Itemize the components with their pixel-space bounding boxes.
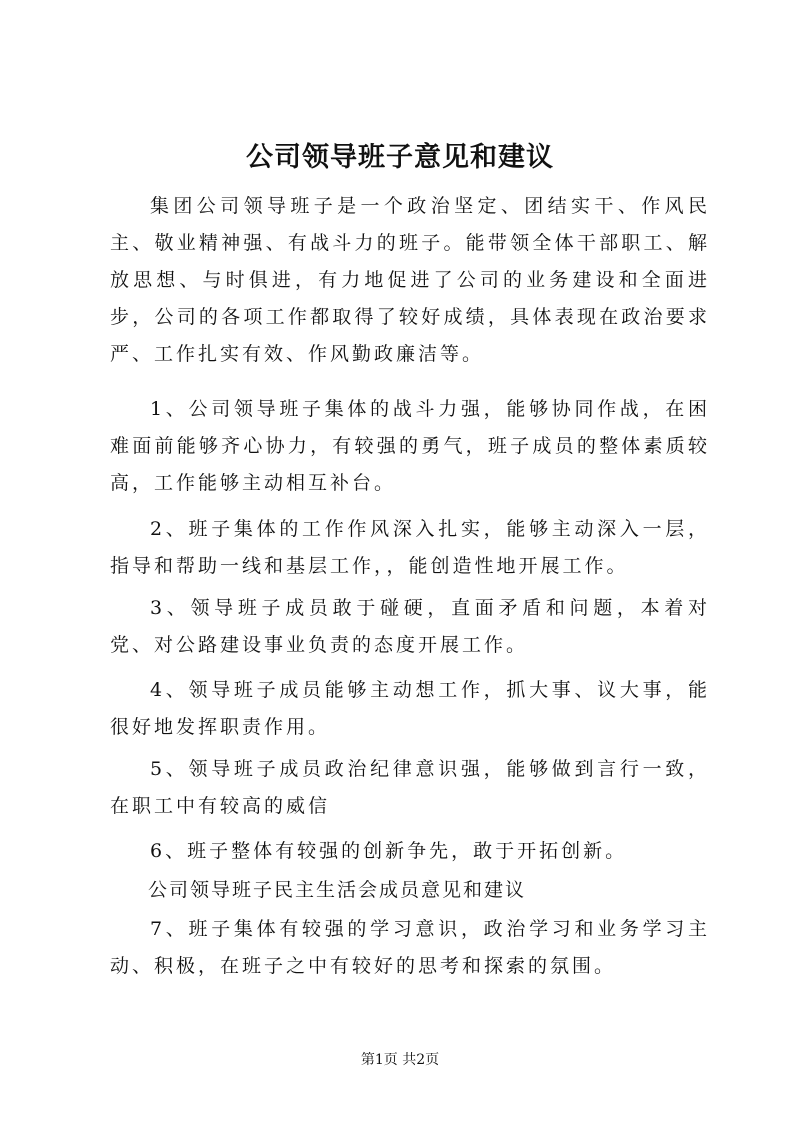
paragraph-item-2: 2、班子集体的工作作风深入扎实，能够主动深入一层，指导和帮助一线和基层工作，，能创造性地开展工作。 [110,518,710,577]
paragraph-item-6: 6、班子整体有较强的创新争先，敢于开拓创新。 [150,840,628,862]
paragraph-item-5: 5、领导班子成员政治纪律意识强，能够做到言行一致，在职工中有较高的威信 [110,758,710,817]
paragraph-item-1: 1、公司领导班子集体的战斗力强，能够协同作战，在困难面前能够齐心协力，有较强的勇气，班子成员的整体素质较高，工作能够主动相互补台。 [110,398,710,494]
paragraph-item-3: 3、领导班子成员敢于碰硬，直面矛盾和问题，本着对党、对公路建设事业负责的态度开展工作。 [110,597,710,656]
paragraph-item-4: 4、领导班子成员能够主动想工作，抓大事、议大事，能很好地发挥职责作用。 [110,679,710,738]
page-footer: 第1页 共2页 [360,1052,440,1068]
paragraph-item-7: 7、班子集体有较强的学习意识，政治学习和业务学习主动、积极，在班子之中有较好的思考和探索的氛围。 [110,918,710,977]
paragraph-subheading: 公司领导班子民主生活会成员意见和建议 [148,879,527,901]
paragraph-intro: 集团公司领导班子是一个政治坚定、团结实干、作风民主、敬业精神强、有战斗力的班子。能带领全体干部职工、解放思想、与时俱进，有力地促进了公司的业务建设和全面进步，公司的各项工作都取得了较好成绩，具体表现在政治要求严、工作扎实有效、作风勤政廉洁等。 [110,195,710,365]
document-title: 公司领导班子意见和建议 [246,142,554,173]
